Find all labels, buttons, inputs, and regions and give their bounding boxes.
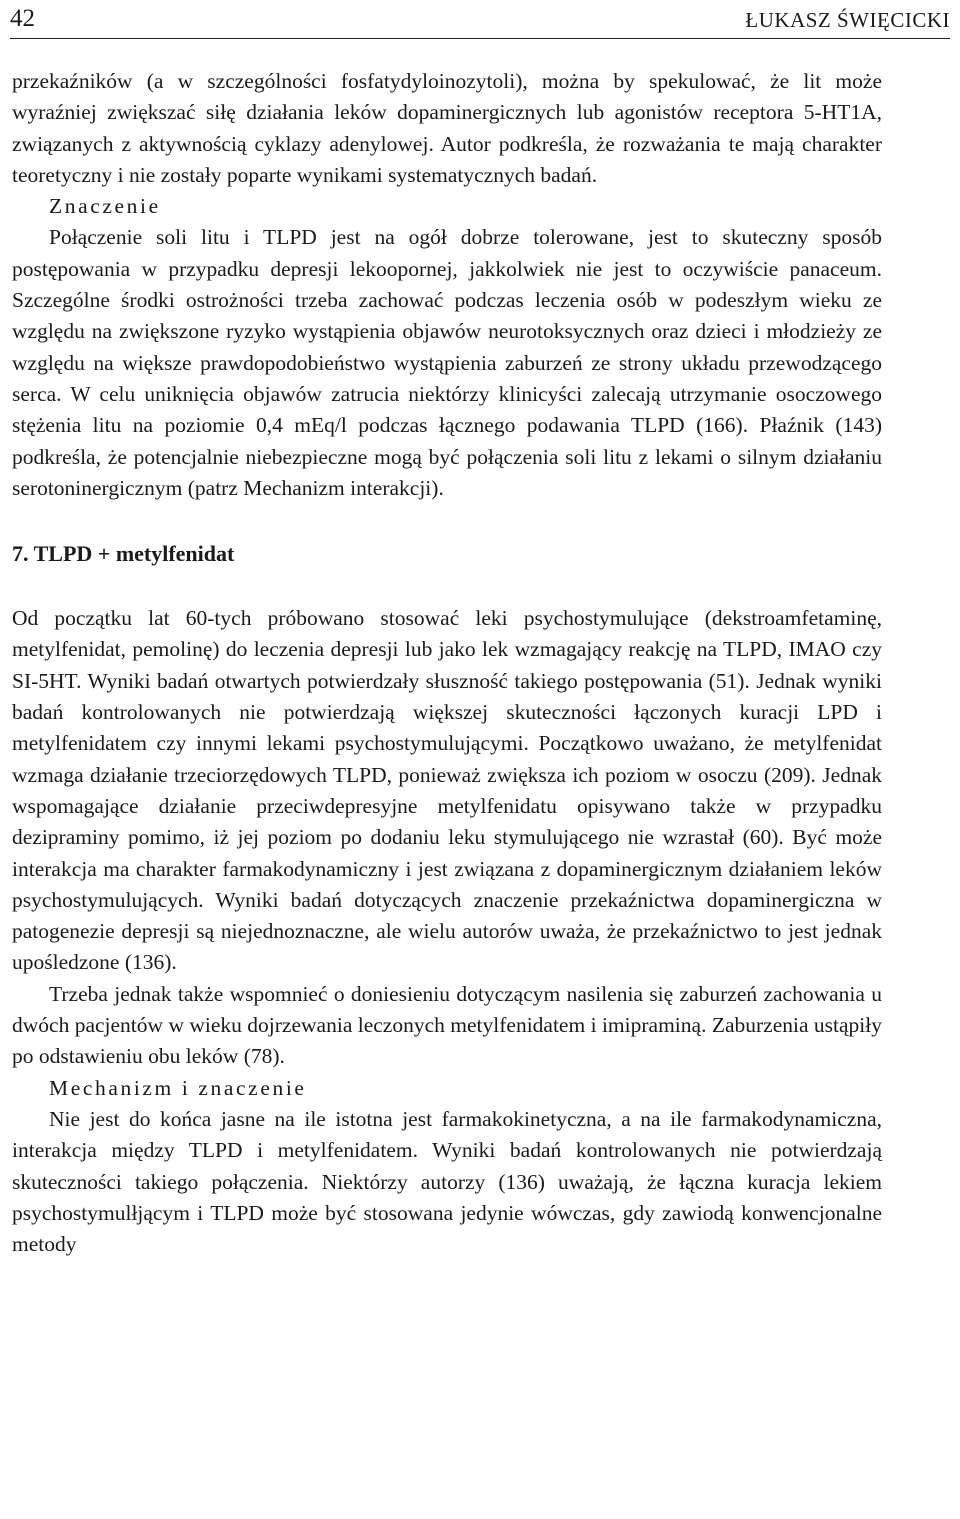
subheading-znaczenie: Znaczenie: [49, 194, 161, 219]
running-head: ŁUKASZ ŚWIĘCICKI: [745, 8, 950, 32]
paragraph-significance: Połączenie soli litu i TLPD jest na ogół dobrze tolerowane, jest to skuteczny sposób postępowania w przypadku depresji lekoopornej, jakkolwiek nie jest to oczywiście panaceum. Szczególne środki ostrożności trzeba zachować podczas leczenia osób w podeszłym wieku ze względu na zwiększone ryzyko wystąpienia objawów neurotoksycznych oraz dzieci i młodzieży ze względu na większe prawdopodobieństwo wystąpienia zaburzeń ze strony układu przewodzącego serca. W celu uniknięcia objawów zatrucia niektórzy klinicyści zalecają utrzymanie osoczowego stężenia litu na poziomie 0,4 mEq/l podczas łącznego podawania TLPD (166). Płaźnik (143) podkreśla, że potencjalnie niebezpieczne mogą być połączenia soli litu z lekami o silnym działaniu serotoninergicznym (patrz Mechanizm interakcji).: [12, 225, 882, 500]
section-heading: 7. TLPD + metylfenidat: [12, 541, 235, 567]
paragraph-mechanism: Nie jest do końca jasne na ile istotna jest farmakokinetyczna, a na ile farmakodynamiczna, interakcja między TLPD i metylfenidatem. Wyniki badań kontrolowanych nie potwierdzają skuteczności takiego połączenia. Niektórzy autorzy (136) uważają, że łączna kuracja lekiem psychostymulłjącym i TLPD może być stosowana jedynie wówczas, gdy zawiodą konwencjonalne metody: [12, 1106, 882, 1257]
subheading-mechanism: Mechanizm i znaczenie: [49, 1075, 307, 1100]
paragraph-behavior-disorders: Trzeba jednak także wspomnieć o doniesieniu dotyczącym nasilenia się zaburzeń zachowania u dwóch pacjentów w wieku dojrzewania leczonych metylfenidatem i imipraminą. Zaburzenia ustąpiły po odstawieniu obu leków (78).: [12, 981, 882, 1069]
page-body: [12, 66, 882, 1260]
page-header: [10, 2, 950, 39]
paragraph-methylphenidate: Od początku lat 60-tych próbowano stosować leki psychostymulujące (dekstroamfetaminę, metylfenidat, pemolinę) do leczenia depresji lub jako lek wzmagający reakcję na TLPD, IMAO czy SI-5HT. Wyniki badań otwartych potwierdzały słuszność takiego postępowania (51). Jednak wyniki badań kontrolowanych nie potwierdzają większej skuteczności łączonych kuracji LPD i metylfenidatem czy innymi lekami psychostymulującymi. Początkowo uważano, że metylfenidat wzmaga działanie trzeciorzędowych TLPD, ponieważ zwiększa ich poziom w osoczu (209). Jednak wspomagające działanie przeciwdepresyjne metylfenidatu opisywano także w przypadku dezipraminy pomimo, iż jej poziom po dodaniu leku stymulującego nie wzrastał (60). Być może interakcja ma charakter farmakodynamiczny i jest związana z dopaminergicznym działaniem leków psychostymulujących. Wyniki badań dotyczących znaczenie przekaźnictwa dopaminergiczna w patogenezie depresji są niejednoznaczne, ale wielu autorów uważa, że przekaźnictwo to jest jednak upośledzone (136).: [12, 606, 882, 975]
page-number: 42: [10, 5, 35, 32]
paragraph-lithium-speculation: przekaźników (a w szczególności fosfatydyloinozytoli), można by spekulować, że lit może wyraźniej zwiększać siłę działania leków dopaminergicznych lub agonistów receptora 5-HT1A, związanych z aktywnością cyklazy adenylowej. Autor podkreśla, że rozważania te mają charakter teoretyczny i nie zostały poparte wynikami systematycznych badań.: [12, 69, 882, 187]
